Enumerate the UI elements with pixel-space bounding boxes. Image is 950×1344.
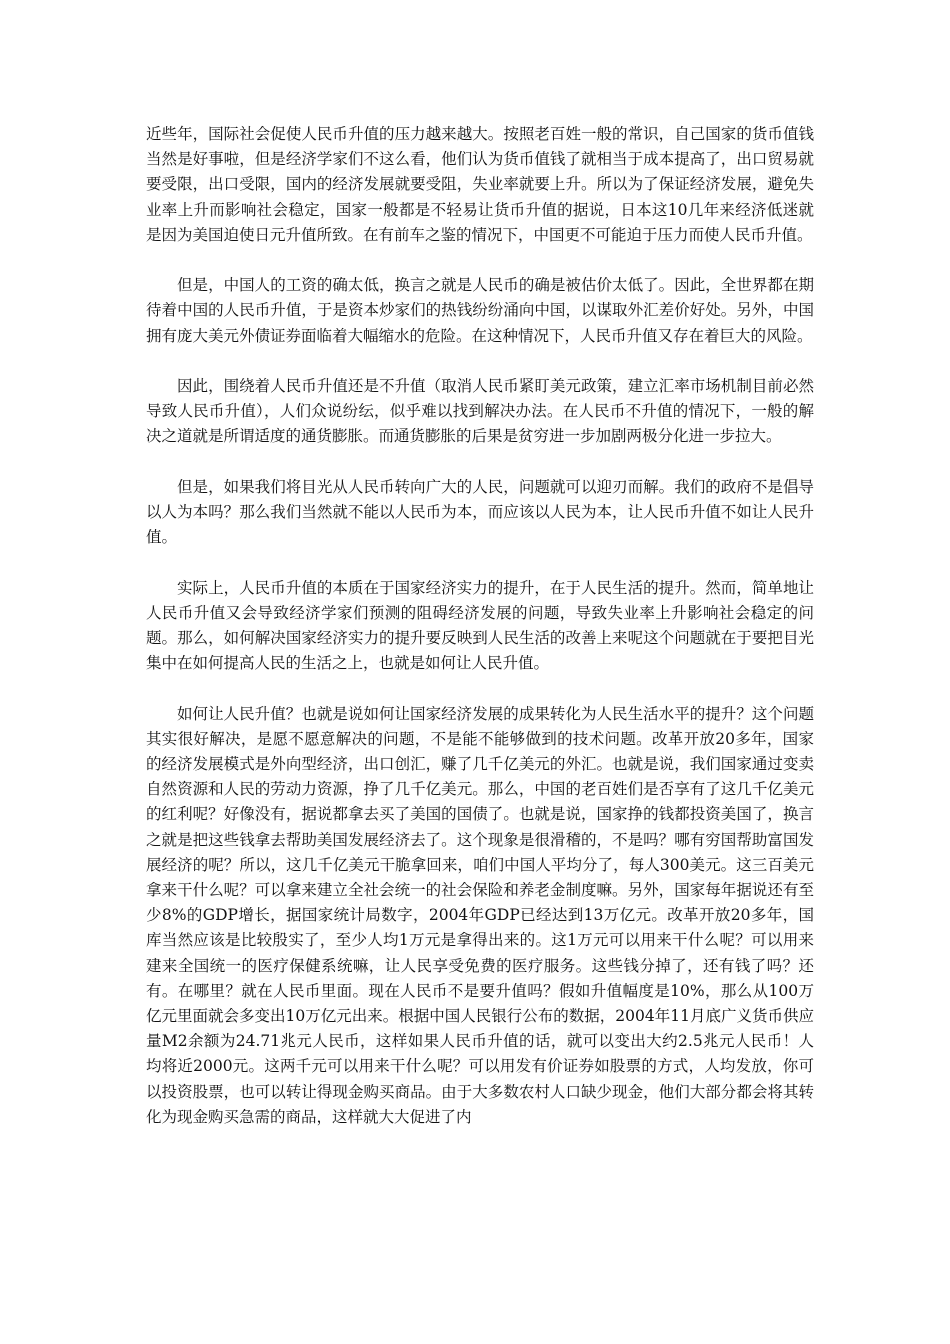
paragraph-1: 近些年，国际社会促使人民币升值的压力越来越大。按照老百姓一般的常识，自己国家的货币值钱当然是好事啦，但是经济学家们不这么看，他们认为货币值钱了就相当于成本提高了，出口贸易就要受限，出口受限，国内的经济发展就要受阻，失业率就要上升。所以为了保证经济发展，避免失业率上升而影响社会稳定，国家一般都是不轻易让货币升值的据说，日本这10几年来经济低迷就是因为美国迫使日元升值所致。在有前车之鉴的情况下，中国更不可能迫于压力而使人民币升值。: [146, 125, 814, 244]
document-page: [146, 122, 814, 1155]
paragraph-4: 但是，如果我们将目光从人民币转向广大的人民，问题就可以迎刃而解。我们的政府不是倡导以人为本吗？那么我们当然就不能以人民币为本，而应该以人民为本，让人民币升值不如让人民升值。: [146, 477, 814, 547]
paragraph-3: 因此，围绕着人民币升值还是不升值（取消人民币紧盯美元政策，建立汇率市场机制目前必然导致人民币升值），人们众说纷纭，似乎难以找到解决办法。在人民币不升值的情况下，一般的解决之道就是所谓适度的通货膨胀。而通货膨胀的后果是贫穷进一步加剧两极分化进一步拉大。: [146, 377, 814, 446]
paragraph-6: 如何让人民升值？也就是说如何让国家经济发展的成果转化为人民生活水平的提升？这个问题其实很好解决，是愿不愿意解决的问题，不是能不能够做到的技术问题。改革开放20多年，国家的经济发展模式是外向型经济，出口创汇，赚了几千亿美元的外汇。也就是说，我们国家通过变卖自然资源和人民的劳动力资源，挣了几千亿美元。那么，中国的老百姓们是否享有了这几千亿美元的红利呢？好像没有，据说都拿去买了美国的国债了。也就是说，国家挣的钱都投资美国了，换言之就是把这些钱拿去帮助美国发展经济去了。这个现象是很滑稽的，不是吗？哪有穷国帮助富国发展经济的呢？所以，这几千亿美元干脆拿回来，咱们中国人平均分了，每人300美元。这三百美元拿来干什么呢？可以拿来建立全社会统一的社会保险和养老金制度嘛。另外，国家每年据说还有至少8%的GDP增长，据国家统计局数字，2004年GDP已经达到13万亿元。改革开放20多年，国库当然应该是比较殷实了，至少人均1万元是拿得出来的。这1万元可以用来干什么呢？可以用来建来全国统一的医疗保健系统嘛，让人民享受免费的医疗服务。这些钱分掉了，还有钱了吗？还有。在哪里？就在人民币里面。现在人民币不是要升值吗？假如升值幅度是10%，那么从100万亿元里面就会多变出10万亿元出来。根据中国人民银行公布的数据，2004年11月底广义货币供应量M2余额为24.71兆元人民币，这样如果人民币升值的话，就可以变出大约2.5兆元人民币！人均将近2000元。这两千元可以用来干什么呢？可以用发有价证券如股票的方式，人均发放，你可以投资股票，也可以转让得现金购买商品。由于大多数农村人口缺少现金，他们大部分都会将其转化为现金购买急需的商品，这样就大大促进了内: [146, 704, 814, 1126]
paragraph-5: 实际上，人民币升值的本质在于国家经济实力的提升，在于人民生活的提升。然而，简单地让人民币升值又会导致经济学家们预测的阻碍经济发展的问题，导致失业率上升影响社会稳定的问题。那么，如何解决国家经济实力的提升要反映到人民生活的改善上来呢这个问题就在于要把目光集中在如何提高人民的生活之上，也就是如何让人民升值。: [146, 578, 814, 673]
paragraph-2: 但是，中国人的工资的确太低，换言之就是人民币的确是被估价太低了。因此，全世界都在期待着中国的人民币升值，于是资本炒家们的热钱纷纷涌向中国，以谋取外汇差价好处。另外，中国拥有庞大美元外债证券面临着大幅缩水的危险。在这种情况下，人民币升值又存在着巨大的风险。: [146, 276, 814, 345]
